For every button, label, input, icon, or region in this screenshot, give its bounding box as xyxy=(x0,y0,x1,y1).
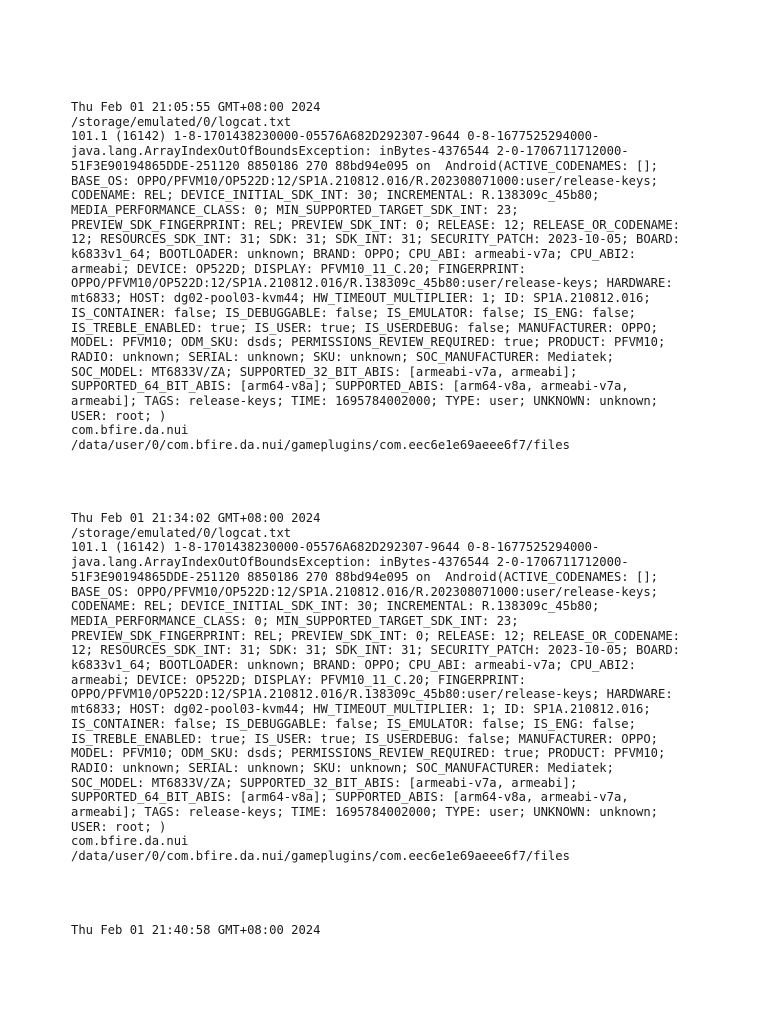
log-line: OPPO/PFVM10/OP522D:12/SP1A.210812.016/R.138309c_45b80:user/release-keys; HARDWARE: xyxy=(71,276,673,291)
log-line: CODENAME: REL; DEVICE_INITIAL_SDK_INT: 30; INCREMENTAL: R.138309c_45b80; xyxy=(71,599,600,614)
log-line: RADIO: unknown; SERIAL: unknown; SKU: unknown; SOC_MANUFACTURER: Mediatek; xyxy=(71,349,614,364)
log-line: BASE_OS: OPPO/PFVM10/OP522D:12/SP1A.210812.016/R.202308071000:user/release-keys; xyxy=(71,584,658,599)
log-data-path: /data/user/0/com.bfire.da.nui/gameplugins/com.eec6e1e69aeee6f7/files xyxy=(71,438,570,453)
log-data-path: /data/user/0/com.bfire.da.nui/gameplugins/com.eec6e1e69aeee6f7/files xyxy=(71,849,570,864)
log-line: USER: root; ) xyxy=(71,819,167,834)
log-line: MODEL: PFVM10; ODM_SKU: dsds; PERMISSIONS_REVIEW_REQUIRED: true; PRODUCT: PFVM10; xyxy=(71,335,666,350)
log-line: 51F3E90194865DDE-251120 8850186 270 88bd94e095 on Android(ACTIVE_CODENAMES: []; xyxy=(71,569,658,584)
log-package-name: com.bfire.da.nui xyxy=(71,423,189,438)
log-entry-1 xyxy=(71,100,731,453)
log-file-path: /storage/emulated/0/logcat.txt xyxy=(71,525,292,540)
log-line: armeabi; DEVICE: OP522D; DISPLAY: PFVM10_11_C.20; FINGERPRINT: xyxy=(71,261,526,276)
log-package-name: com.bfire.da.nui xyxy=(71,834,189,849)
log-line: 12; RESOURCES_SDK_INT: 31; SDK: 31; SDK_INT: 31; SECURITY_PATCH: 2023-10-05; BOARD: xyxy=(71,643,681,658)
log-line: mt6833; HOST: dg02-pool03-kvm44; HW_TIMEOUT_MULTIPLIER: 1; ID: SP1A.210812.016; xyxy=(71,702,651,717)
log-line: java.lang.ArrayIndexOutOfBoundsException: inBytes-4376544 2-0-1706711712000- xyxy=(71,144,629,159)
log-line: USER: root; ) xyxy=(71,408,167,423)
log-file-path: /storage/emulated/0/logcat.txt xyxy=(71,114,292,129)
log-line: RADIO: unknown; SERIAL: unknown; SKU: unknown; SOC_MANUFACTURER: Mediatek; xyxy=(71,760,614,775)
log-line: IS_TREBLE_ENABLED: true; IS_USER: true; IS_USERDEBUG: false; MANUFACTURER: OPPO; xyxy=(71,731,658,746)
log-timestamp: Thu Feb 01 21:34:02 GMT+08:00 2024 xyxy=(71,511,321,525)
log-entry-3 xyxy=(71,923,731,938)
log-line: SOC_MODEL: MT6833V/ZA; SUPPORTED_32_BIT_ABIS: [armeabi-v7a, armeabi]; xyxy=(71,775,578,790)
log-line: IS_TREBLE_ENABLED: true; IS_USER: true; IS_USERDEBUG: false; MANUFACTURER: OPPO; xyxy=(71,320,658,335)
log-line: CODENAME: REL; DEVICE_INITIAL_SDK_INT: 30; INCREMENTAL: R.138309c_45b80; xyxy=(71,188,600,203)
log-line: java.lang.ArrayIndexOutOfBoundsException: inBytes-4376544 2-0-1706711712000- xyxy=(71,555,629,570)
log-line: BASE_OS: OPPO/PFVM10/OP522D:12/SP1A.210812.016/R.202308071000:user/release-keys; xyxy=(71,173,658,188)
log-line: MEDIA_PERFORMANCE_CLASS: 0; MIN_SUPPORTED_TARGET_SDK_INT: 23; xyxy=(71,202,519,217)
log-line: SUPPORTED_64_BIT_ABIS: [arm64-v8a]; SUPPORTED_ABIS: [arm64-v8a, armeabi-v7a, xyxy=(71,790,629,805)
log-timestamp: Thu Feb 01 21:05:55 GMT+08:00 2024 xyxy=(71,100,321,114)
log-line: SUPPORTED_64_BIT_ABIS: [arm64-v8a]; SUPPORTED_ABIS: [arm64-v8a, armeabi-v7a, xyxy=(71,379,629,394)
log-line: armeabi; DEVICE: OP522D; DISPLAY: PFVM10_11_C.20; FINGERPRINT: xyxy=(71,672,526,687)
log-line: k6833v1_64; BOOTLOADER: unknown; BRAND: OPPO; CPU_ABI: armeabi-v7a; CPU_ABI2: xyxy=(71,658,636,673)
log-line: MODEL: PFVM10; ODM_SKU: dsds; PERMISSIONS_REVIEW_REQUIRED: true; PRODUCT: PFVM10; xyxy=(71,746,666,761)
log-entry-2 xyxy=(71,511,731,864)
log-line: armeabi]; TAGS: release-keys; TIME: 1695784002000; TYPE: user; UNKNOWN: unknown; xyxy=(71,805,658,820)
log-line: 12; RESOURCES_SDK_INT: 31; SDK: 31; SDK_INT: 31; SECURITY_PATCH: 2023-10-05; BOARD: xyxy=(71,232,681,247)
log-line: armeabi]; TAGS: release-keys; TIME: 1695784002000; TYPE: user; UNKNOWN: unknown; xyxy=(71,394,658,409)
log-line: IS_CONTAINER: false; IS_DEBUGGABLE: false; IS_EMULATOR: false; IS_ENG: false; xyxy=(71,716,636,731)
log-line: k6833v1_64; BOOTLOADER: unknown; BRAND: OPPO; CPU_ABI: armeabi-v7a; CPU_ABI2: xyxy=(71,247,636,262)
log-line: SOC_MODEL: MT6833V/ZA; SUPPORTED_32_BIT_ABIS: [armeabi-v7a, armeabi]; xyxy=(71,364,578,379)
log-line: IS_CONTAINER: false; IS_DEBUGGABLE: false; IS_EMULATOR: false; IS_ENG: false; xyxy=(71,305,636,320)
log-line: OPPO/PFVM10/OP522D:12/SP1A.210812.016/R.138309c_45b80:user/release-keys; HARDWARE: xyxy=(71,687,673,702)
log-timestamp: Thu Feb 01 21:40:58 GMT+08:00 2024 xyxy=(71,923,321,937)
log-line: 101.1 (16142) 1-8-1701438230000-05576A682D292307-9644 0-8-1677525294000- xyxy=(71,540,600,555)
log-line: mt6833; HOST: dg02-pool03-kvm44; HW_TIMEOUT_MULTIPLIER: 1; ID: SP1A.210812.016; xyxy=(71,291,651,306)
log-line: PREVIEW_SDK_FINGERPRINT: REL; PREVIEW_SDK_INT: 0; RELEASE: 12; RELEASE_OR_CODENAME: xyxy=(71,217,681,232)
log-line: 101.1 (16142) 1-8-1701438230000-05576A682D292307-9644 0-8-1677525294000- xyxy=(71,129,600,144)
log-line: MEDIA_PERFORMANCE_CLASS: 0; MIN_SUPPORTED_TARGET_SDK_INT: 23; xyxy=(71,613,519,628)
log-line: PREVIEW_SDK_FINGERPRINT: REL; PREVIEW_SDK_INT: 0; RELEASE: 12; RELEASE_OR_CODENAME: xyxy=(71,628,681,643)
log-line: 51F3E90194865DDE-251120 8850186 270 88bd94e095 on Android(ACTIVE_CODENAMES: []; xyxy=(71,158,658,173)
